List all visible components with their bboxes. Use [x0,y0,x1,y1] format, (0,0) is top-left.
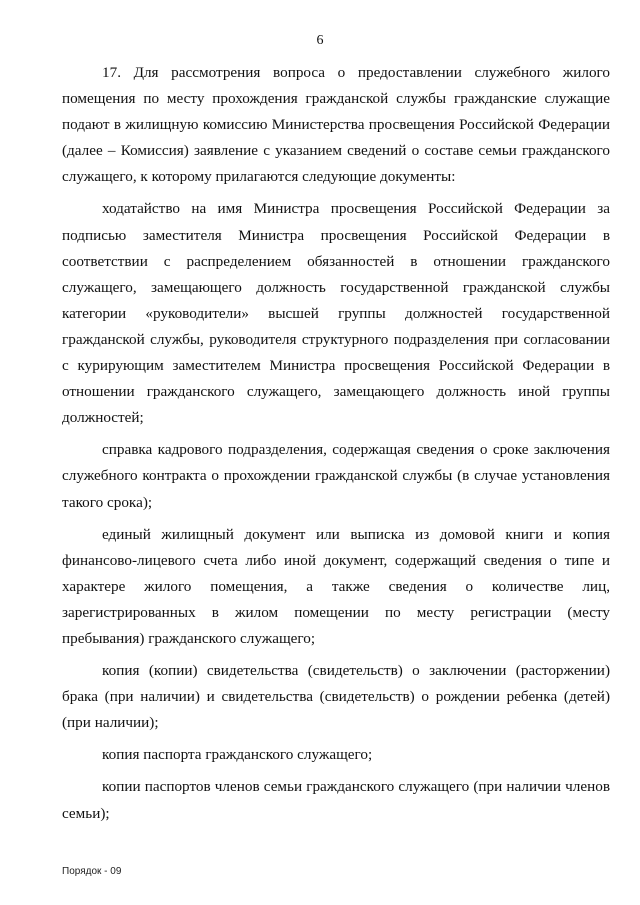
document-body [62,60,610,827]
paragraph-housing-document: единый жилищный документ или выписка из домовой книги и копия финансово-лицевого счета либо иной документ, содержащий сведения о типе и характере жилого помещения, а также сведения о количестве лиц, зарегистрированных в жилом помещении по месту регистрации (месту пребывания) гражданского служащего; [62,525,610,647]
paragraph-passport-copy: копия паспорта гражданского служащего; [102,746,373,764]
paragraph-family-passports: копии паспортов членов семьи гражданского служащего (при наличии членов семьи); [62,778,610,822]
page-number: 6 [316,33,324,48]
footer-label: Порядок - 09 [62,866,122,877]
paragraph-17-intro: 17. Для рассмотрения вопроса о предоставлении служебного жилого помещения по месту прохождения гражданской службы гражданские служащие подают в жилищную комиссию Министерства просвещения Российской Федерации (далее – Комиссия) заявление с указанием сведений о составе семьи гражданского служащего, к которому прилагаются следующие документы: [62,64,610,186]
paragraph-marriage-certificates: копия (копии) свидетельства (свидетельств) о заключении (расторжении) брака (при наличии) и свидетельства (свидетельств) о рождении ребенка (детей) (при наличии); [62,662,610,732]
paragraph-petition: ходатайство на имя Министра просвещения Российской Федерации за подписью заместителя Министра просвещения Российской Федерации в соответствии с распределением обязанностей в отношении гражданского служащего, замещающего должность государственной гражданской службы категории «руководители» высшей группы должностей государственной гражданской службы, руководителя структурного подразделения при согласовании с курирующим заместителем Министра просвещения Российской Федерации в отношении гражданского служащего, замещающего должность иной группы должностей; [62,200,610,427]
paragraph-hr-certificate: справка кадрового подразделения, содержащая сведения о сроке заключения служебного контракта о прохождении гражданской службы (в случае установления такого срока); [62,441,610,511]
